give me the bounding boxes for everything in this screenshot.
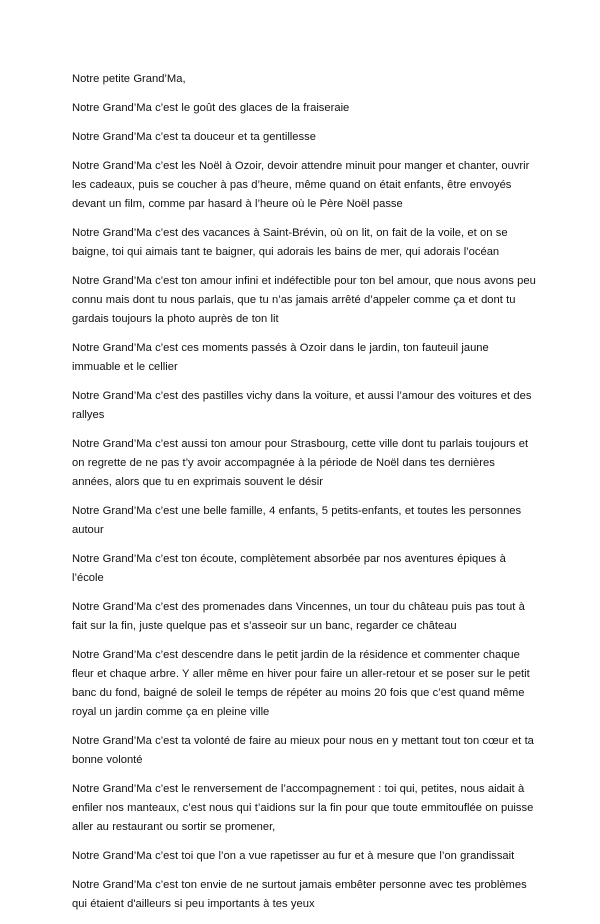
paragraph: Notre Grand’Ma c’est ton envie de ne surtout jamais embêter personne avec tes problèmes qui étaient d'ailleurs si peu importants à tes yeux (72, 879, 527, 910)
paragraph: Notre Grand’Ma c’est ces moments passés à Ozoir dans le jardin, ton fauteuil jaune immuable et le cellier (72, 342, 489, 373)
paragraph: Notre Grand’Ma c’est descendre dans le petit jardin de la résidence et commenter chaque fleur et chaque arbre. Y aller même en hiver pour faire un aller-retour et se poser sur le petit banc du fond, baigné de soleil le temps de répéter au moins 20 fois que c’est quand même royal un jardin comme ça en pleine ville (72, 649, 530, 718)
salutation: Notre petite Grand’Ma, (72, 73, 186, 85)
document-page (72, 70, 536, 924)
paragraph: Notre Grand’Ma c’est des promenades dans Vincennes, un tour du château puis pas tout à fait sur la fin, juste quelque pas et s’asseoir sur un banc, regarder ce château (72, 601, 525, 632)
paragraph: Notre Grand’Ma c’est les Noël à Ozoir, devoir attendre minuit pour manger et chanter, ouvrir les cadeaux, puis se coucher à pas d’heure, même quand on était enfants, être envoyés devant un film, comme par hasard à l’heure où le Père Noël passe (72, 160, 530, 210)
paragraph: Notre Grand’Ma c’est ta douceur et ta gentillesse (72, 131, 316, 143)
paragraph: Notre Grand’Ma c’est ton écoute, complètement absorbée par nos aventures épiques à l’école (72, 553, 506, 584)
paragraph: Notre Grand’Ma c’est le renversement de l’accompagnement : toi qui, petites, nous aidait à enfiler nos manteaux, c’est nous qui t’aidions sur la fin pour que toute emmitouflée on puisse aller au restaurant ou sortir se promener, (72, 783, 534, 833)
paragraph: Notre Grand’Ma c’est aussi ton amour pour Strasbourg, cette ville dont tu parlais toujours et on regrette de ne pas t’y avoir accompagnée à la période de Noël dans tes dernières années, alors que tu en exprimais souvent le désir (72, 438, 529, 488)
paragraph: Notre Grand’Ma c’est des vacances à Saint-Brévin, où on lit, on fait de la voile, et on se baigne, toi qui aimais tant te baigner, qui adorais les bains de mer, qui adorais l’océan (72, 227, 508, 258)
paragraph: Notre Grand’Ma c’est toi que l’on a vue rapetisser au fur et à mesure que l’on grandissait (72, 850, 515, 862)
paragraph: Notre Grand’Ma c’est ton amour infini et indéfectible pour ton bel amour, que nous avons peu connu mais dont tu nous parlais, que tu n’as jamais arrêté d’appeler comme ça et dont tu gardais toujours la photo auprès de ton lit (72, 275, 536, 325)
paragraph: Notre Grand’Ma c’est une belle famille, 4 enfants, 5 petits-enfants, et toutes les personnes autour (72, 505, 522, 536)
paragraph: Notre Grand’Ma c’est ta volonté de faire au mieux pour nous en y mettant tout ton cœur et ta bonne volonté (72, 735, 534, 766)
paragraph: Notre Grand’Ma c’est le goût des glaces de la fraiseraie (72, 102, 350, 114)
paragraph: Notre Grand’Ma c’est des pastilles vichy dans la voiture, et aussi l’amour des voitures et des rallyes (72, 390, 532, 421)
